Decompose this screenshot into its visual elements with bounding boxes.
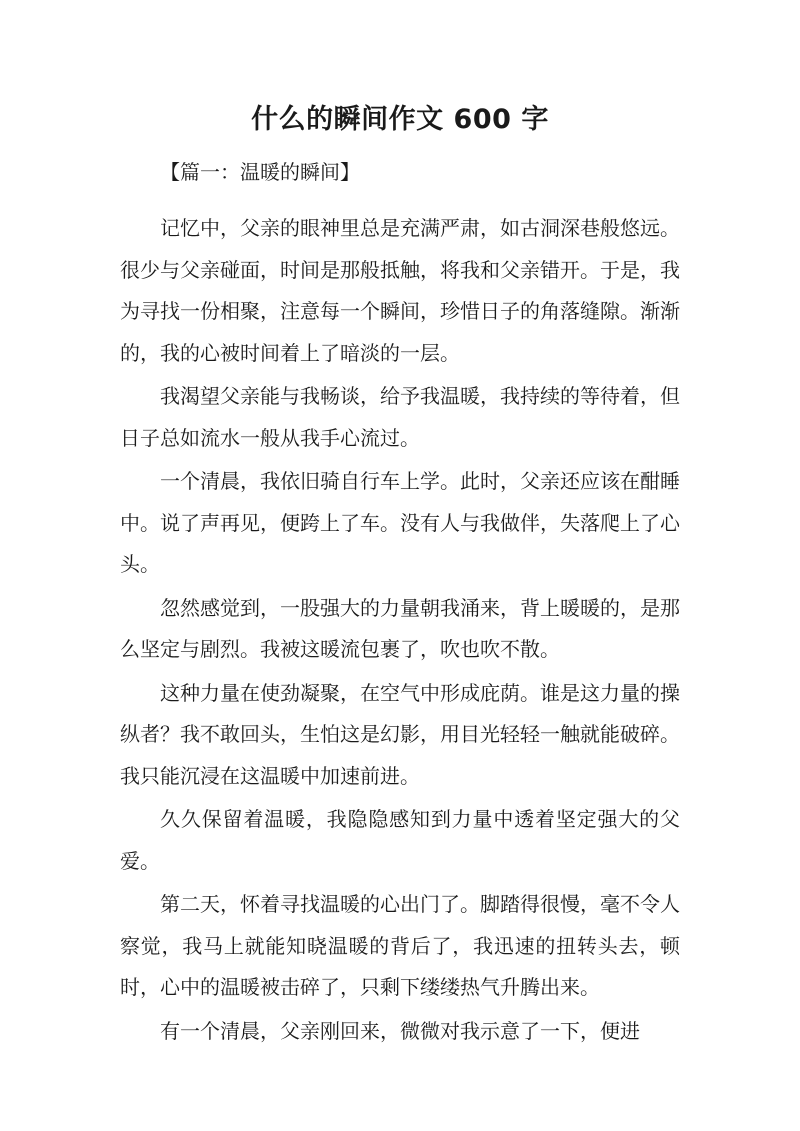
document-body	[120, 208, 680, 1052]
paragraph-1: 记忆中，父亲的眼神里总是充满严肃，如古洞深巷般悠远。很少与父亲碰面，时间是那般抵触，将我和父亲错开。于是，我为寻找一份相聚，注意每一个瞬间，珍惜日子的角落缝隙。渐渐的，我的心被时间着上了暗淡的一层。	[120, 216, 680, 365]
paragraph-7: 第二天，怀着寻找温暖的心出门了。脚踏得很慢，毫不令人察觉，我马上就能知晓温暖的背后了，我迅速的扭转头去，顿时，心中的温暖被击碎了，只剩下缕缕热气升腾出来。	[120, 892, 680, 999]
document-title: 什么的瞬间作文 600 字	[251, 104, 549, 135]
paragraph-3: 一个清晨，我依旧骑自行车上学。此时，父亲还应该在酣睡中。说了声再见，便跨上了车。没有人与我做伴，失落爬上了心头。	[120, 469, 680, 576]
paragraph-8: 有一个清晨，父亲刚回来，微微对我示意了一下，便进	[160, 1018, 640, 1043]
paragraph-2: 我渴望父亲能与我畅谈，给予我温暖，我持续的等待着，但日子总如流水一般从我手心流过。	[120, 384, 680, 450]
paragraph-4: 忽然感觉到，一股强大的力量朝我涌来，背上暖暖的，是那么坚定与剧烈。我被这暖流包裹了，吹也吹不散。	[120, 595, 680, 661]
paragraph-5: 这种力量在使劲凝聚，在空气中形成庇荫。谁是这力量的操纵者？我不敢回头，生怕这是幻影，用目光轻轻一触就能破碎。我只能沉浸在这温暖中加速前进。	[120, 680, 680, 788]
document-page	[120, 100, 680, 1054]
section-heading: 【篇一：温暖的瞬间】	[160, 160, 360, 184]
paragraph-6: 久久保留着温暖，我隐隐感知到力量中透着坚定强大的父爱。	[120, 807, 680, 873]
